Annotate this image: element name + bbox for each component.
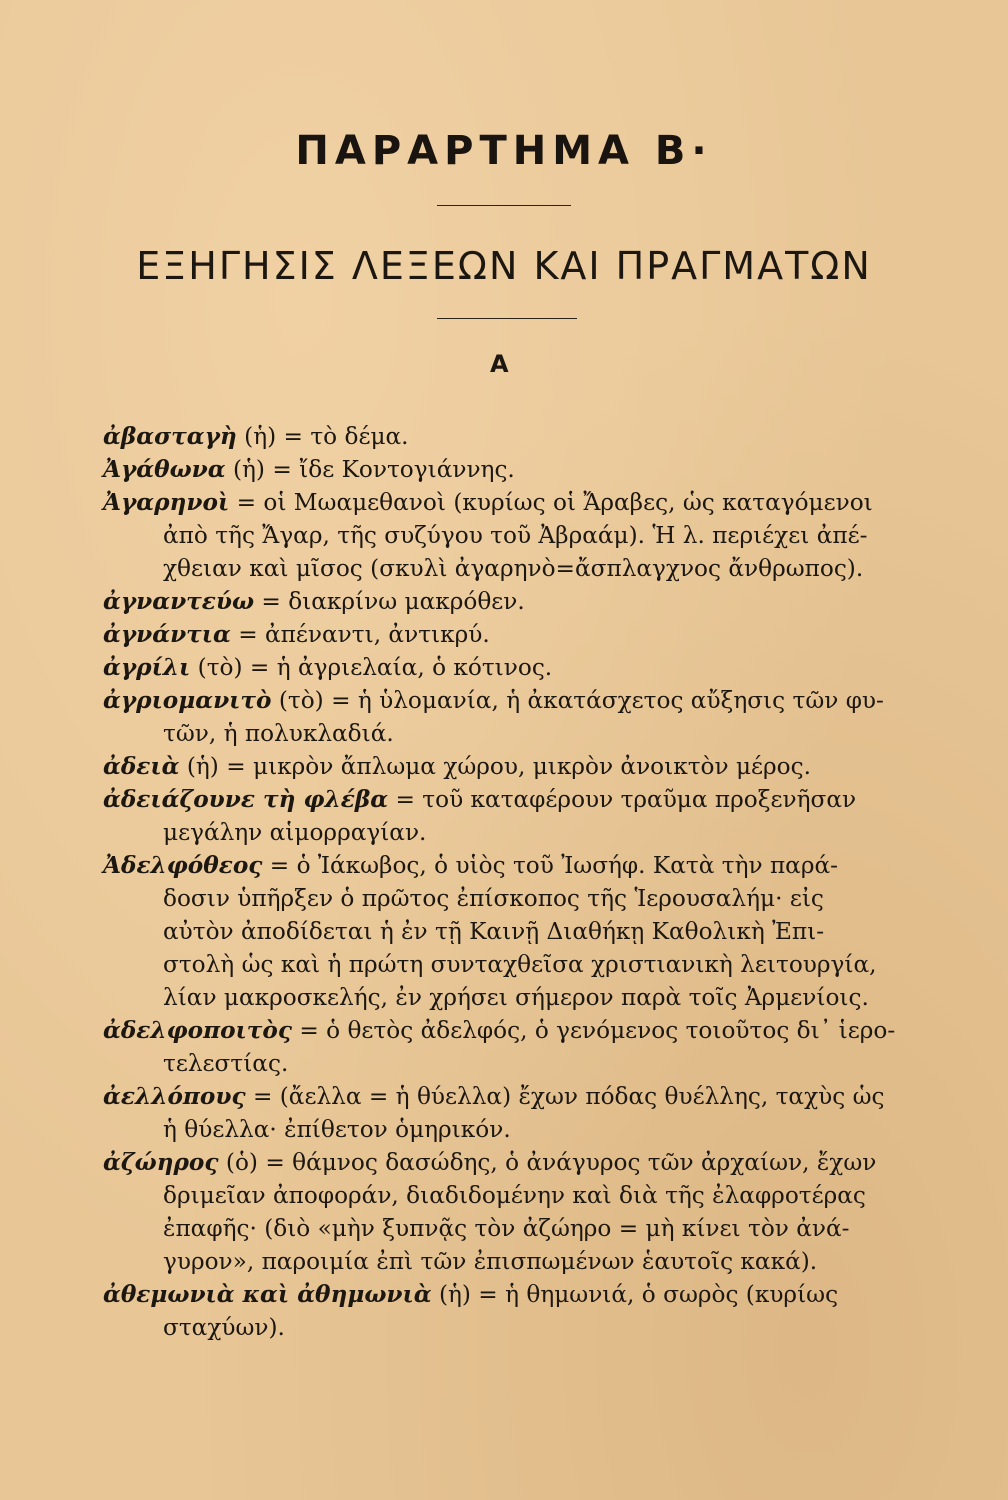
section-title: ΕΞΗΓΗΣΙΣ ΛΕΞΕΩΝ ΚΑΙ ΠΡΑΓΜΑΤΩΝ xyxy=(136,244,872,288)
headword: ἀδελφοποιτὸς xyxy=(103,1017,292,1044)
glossary-line xyxy=(103,849,908,882)
definition-text: (ἡ) = ἡ θημωνιά, ὁ σωρὸς (κυρίως xyxy=(431,1281,839,1308)
definition-text: = ἀπέναντι, ἀντικρύ. xyxy=(230,621,490,648)
definition-text: ἡ θύελλα· ἐπίθετον ὁμηρικόν. xyxy=(163,1116,511,1143)
glossary-line xyxy=(103,1245,908,1278)
definition-text: δοσιν ὑπῆρξεν ὁ πρῶτος ἐπίσκοπος τῆς Ἱερουσαλήμ· εἰς xyxy=(163,885,824,912)
definition-text: = ὁ Ἰάκωβος, ὁ υἱὸς τοῦ Ἰωσήφ. Κατὰ τὴν παρά- xyxy=(262,852,838,879)
definition-text: ἀπὸ τῆς Ἄγαρ, τῆς συζύγου τοῦ Ἀβραάμ). Ἡ λ. περιέχει ἀπέ- xyxy=(163,522,868,549)
headword: ἀγναντεύω xyxy=(103,588,255,615)
glossary-line xyxy=(103,816,908,849)
glossary-line xyxy=(103,882,908,915)
definition-text: (ἡ) = ἴδε Κοντογιάννης. xyxy=(225,456,515,483)
definition-text: = διακρίνω μακρόθεν. xyxy=(254,588,525,615)
glossary-line xyxy=(103,1212,908,1245)
headword: ἀελλόπους xyxy=(103,1083,246,1110)
headword: ἀγνάντια xyxy=(103,621,231,648)
definition-text: = οἱ Μωαμεθανοὶ (κυρίως οἱ Ἄραβες, ὡς καταγόμενοι xyxy=(229,489,873,516)
glossary-line xyxy=(103,486,908,519)
definition-text: λίαν μακροσκελής, ἐν χρήσει σήμερον παρὰ τοῖς Ἀρμενίοις. xyxy=(163,984,869,1011)
divider-bottom xyxy=(437,318,577,319)
headword: ἀβασταγὴ xyxy=(103,423,237,450)
glossary-line xyxy=(103,684,908,717)
glossary-line xyxy=(103,981,908,1014)
definition-text: ἐπαφῆς· (διὸ «μὴν ξυπνᾷς τὸν ἀζώηρο = μὴ κίνει τὸν ἀνά- xyxy=(163,1215,850,1242)
glossary-line xyxy=(103,618,908,651)
definition-text: σταχύων). xyxy=(163,1314,285,1341)
definition-text: τῶν, ἡ πολυκλαδιά. xyxy=(163,720,394,747)
glossary-line xyxy=(103,453,908,486)
headword: ἀζώηρος xyxy=(103,1149,219,1176)
glossary-line xyxy=(103,783,908,816)
headword: Ἀδελφόθεος xyxy=(103,852,263,879)
definition-text: (ὁ) = θάμνος δασώδης, ὁ ἀνάγυρος τῶν ἀρχαίων, ἔχων xyxy=(218,1149,877,1176)
glossary-line xyxy=(103,1047,908,1080)
definition-text: = (ἄελλα = ἡ θύελλα) ἔχων πόδας θυέλλης, ταχὺς ὡς xyxy=(245,1083,885,1110)
definition-text: στολὴ ὡς καὶ ἡ πρώτη συνταχθεῖσα χριστιανικὴ λειτουργία, xyxy=(163,951,877,978)
definition-text: τελεστίας. xyxy=(163,1050,289,1077)
headword: ἀδειὰ xyxy=(103,753,180,780)
definition-text: (ἡ) = τὸ δέμα. xyxy=(236,423,409,450)
definition-text: = ὁ θετὸς ἀδελφός, ὁ γενόμενος τοιοῦτος δι᾽ ἱερο- xyxy=(291,1017,896,1044)
glossary-line xyxy=(103,1311,908,1344)
definition-text: αὐτὸν ἀποδίδεται ἡ ἐν τῇ Καινῇ Διαθήκῃ Καθολικὴ Ἐπι- xyxy=(163,918,825,945)
definition-text: (τὸ) = ἡ ἀγριελαία, ὁ κότινος. xyxy=(190,654,553,681)
definition-text: γυρον», παροιμία ἐπὶ τῶν ἐπισπωμένων ἑαυτοῖς κακά). xyxy=(163,1248,818,1275)
definition-text: = τοῦ καταφέρουν τραῦμα προξενῆσαν xyxy=(388,786,857,813)
divider-top xyxy=(437,205,571,206)
glossary-line xyxy=(103,651,908,684)
definition-text: δριμεῖαν ἀποφοράν, διαδιδομένην καὶ διὰ τῆς ἐλαφροτέρας xyxy=(163,1182,866,1209)
headword: ἀγριομανιτὸ xyxy=(103,687,272,714)
glossary-line xyxy=(103,1278,908,1311)
glossary-line xyxy=(103,585,908,618)
glossary-line xyxy=(103,948,908,981)
glossary-entries xyxy=(103,420,908,1344)
letter-heading: Α xyxy=(490,350,509,378)
headword: Ἀγαρηνοὶ xyxy=(103,489,230,516)
definition-text: (τὸ) = ἡ ὑλομανία, ἡ ἀκατάσχετος αὔξησις τῶν φυ- xyxy=(271,687,884,714)
headword: ἀγρίλι xyxy=(103,654,191,681)
glossary-line xyxy=(103,915,908,948)
headword: ἀθεμωνιὰ καὶ ἀθημωνιὰ xyxy=(103,1281,432,1308)
glossary-line xyxy=(103,1179,908,1212)
glossary-line xyxy=(103,717,908,750)
definition-text: χθειαν καὶ μῖσος (σκυλὶ ἀγαρηνὸ=ἄσπλαγχνος ἄνθρωπος). xyxy=(163,555,864,582)
glossary-line xyxy=(103,1146,908,1179)
appendix-title: ΠΑΡΑΡΤΗΜΑ Β· xyxy=(295,128,713,174)
definition-text: (ἡ) = μικρὸν ἄπλωμα χώρου, μικρὸν ἀνοικτὸν μέρος. xyxy=(179,753,812,780)
glossary-line xyxy=(103,552,908,585)
headword: ἀδειάζουνε τὴ φλέβα xyxy=(103,786,389,813)
glossary-line xyxy=(103,750,908,783)
glossary-line xyxy=(103,1113,908,1146)
definition-text: μεγάλην αἱμορραγίαν. xyxy=(163,819,427,846)
headword: Ἀγάθωνα xyxy=(103,456,226,483)
glossary-line xyxy=(103,519,908,552)
glossary-line xyxy=(103,1080,908,1113)
glossary-line xyxy=(103,1014,908,1047)
glossary-line xyxy=(103,420,908,453)
